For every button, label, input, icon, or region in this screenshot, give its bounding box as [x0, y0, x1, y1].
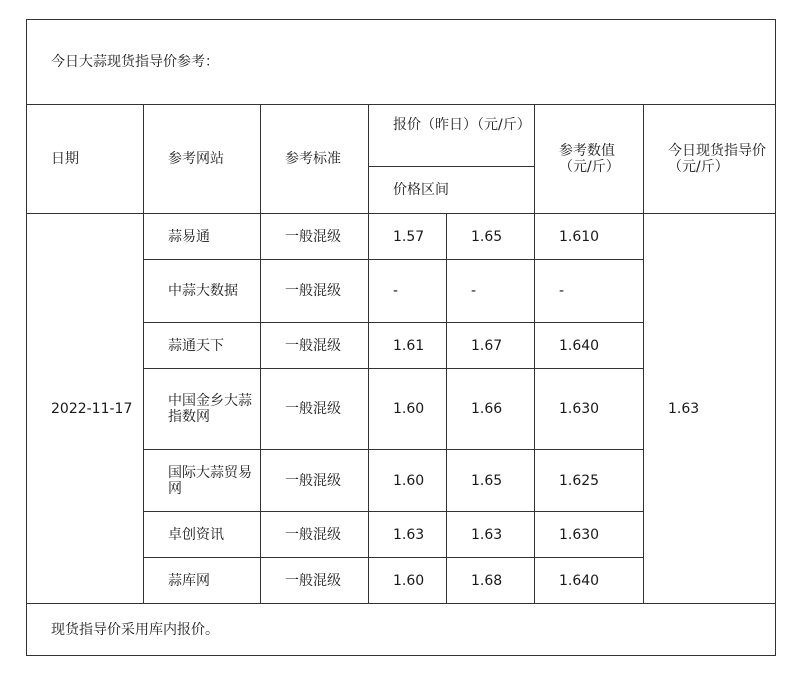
header-site: 参考网站: [144, 105, 261, 214]
reference-value-cell: 1.625: [535, 450, 644, 512]
header-price-range: 价格区间: [369, 167, 535, 214]
high-price-cell: 1.65: [447, 450, 535, 512]
standard-cell: 一般混级: [261, 260, 369, 323]
site-cell: 蒜库网: [144, 558, 261, 604]
reference-value-cell: 1.610: [535, 214, 644, 260]
low-price-cell: 1.60: [369, 450, 447, 512]
standard-cell: 一般混级: [261, 369, 369, 450]
reference-value-cell: 1.640: [535, 323, 644, 369]
header-reference-value: 参考数值（元/斤）: [535, 105, 644, 214]
reference-value-cell: 1.630: [535, 369, 644, 450]
low-price-cell: 1.60: [369, 558, 447, 604]
header-standard: 参考标准: [261, 105, 369, 214]
high-price-cell: -: [447, 260, 535, 323]
standard-cell: 一般混级: [261, 214, 369, 260]
high-price-cell: 1.68: [447, 558, 535, 604]
high-price-cell: 1.67: [447, 323, 535, 369]
reference-value-cell: -: [535, 260, 644, 323]
reference-value-cell: 1.640: [535, 558, 644, 604]
table-note: 现货指导价采用库内报价。: [27, 604, 776, 656]
low-price-cell: 1.60: [369, 369, 447, 450]
site-cell: 蒜通天下: [144, 323, 261, 369]
low-price-cell: 1.63: [369, 512, 447, 558]
header-quote-yesterday: 报价（昨日）（元/斤）: [369, 105, 535, 167]
standard-cell: 一般混级: [261, 323, 369, 369]
header-date: 日期: [27, 105, 144, 214]
high-price-cell: 1.66: [447, 369, 535, 450]
low-price-cell: 1.61: [369, 323, 447, 369]
standard-cell: 一般混级: [261, 512, 369, 558]
site-cell: 蒜易通: [144, 214, 261, 260]
high-price-cell: 1.65: [447, 214, 535, 260]
site-cell: 卓创资讯: [144, 512, 261, 558]
site-cell: 中国金乡大蒜指数网: [144, 369, 261, 450]
header-today-guide: 今日现货指导价（元/斤）: [644, 105, 776, 214]
site-cell: 中蒜大数据: [144, 260, 261, 323]
high-price-cell: 1.63: [447, 512, 535, 558]
site-cell: 国际大蒜贸易网: [144, 450, 261, 512]
guide-price-cell: 1.63: [644, 214, 776, 604]
price-table: [26, 19, 776, 656]
standard-cell: 一般混级: [261, 558, 369, 604]
table-title: 今日大蒜现货指导价参考：: [27, 20, 776, 105]
table-row: [27, 214, 776, 260]
date-cell: 2022-11-17: [27, 214, 144, 604]
low-price-cell: -: [369, 260, 447, 323]
standard-cell: 一般混级: [261, 450, 369, 512]
low-price-cell: 1.57: [369, 214, 447, 260]
reference-value-cell: 1.630: [535, 512, 644, 558]
